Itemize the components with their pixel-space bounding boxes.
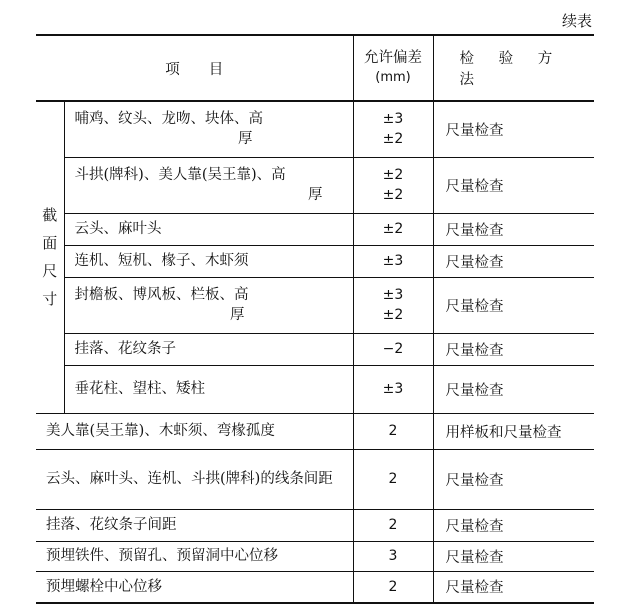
table-row [36, 157, 594, 213]
table-row [36, 449, 594, 509]
method-cell: 尺量检查 [433, 245, 594, 277]
tolerance-cell: ±3 [353, 245, 433, 277]
item-cell: 云头、麻叶头 [64, 213, 353, 245]
item-cell: 美人靠(吴王靠)、木虾须、弯椽孤度 [36, 413, 353, 449]
item-cell: 封檐板、博风板、栏板、高 厚 [64, 277, 353, 333]
method-cell: 用样板和尺量检查 [433, 413, 594, 449]
table-row [36, 101, 594, 157]
item-cell: 哺鸡、纹头、龙吻、块体、高 厚 [64, 101, 353, 157]
tolerance-cell: ±2 ±2 [353, 157, 433, 213]
table-row [36, 245, 594, 277]
item-cell: 斗拱(牌科)、美人靠(吴王靠)、高 厚 [64, 157, 353, 213]
item-cell: 云头、麻叶头、连机、斗拱(牌科)的线条间距 [36, 449, 353, 509]
tolerance-cell: 2 [353, 571, 433, 603]
tolerance-cell: ±3 [353, 365, 433, 413]
table-header-row [36, 35, 594, 101]
tolerance-cell: −2 [353, 333, 433, 365]
method-cell: 尺量检查 [433, 213, 594, 245]
tolerance-cell: 2 [353, 509, 433, 541]
method-cell: 尺量检查 [433, 333, 594, 365]
method-cell: 尺量检查 [433, 509, 594, 541]
continued-label: 续表 [561, 12, 592, 30]
group-label: 截 面 尺 寸 [36, 101, 64, 413]
table-row [36, 509, 594, 541]
item-cell: 预埋铁件、预留孔、预留洞中心位移 [36, 541, 353, 571]
tolerance-cell: ±3 ±2 [353, 101, 433, 157]
method-cell: 尺量检查 [433, 449, 594, 509]
table-row [36, 213, 594, 245]
item-cell: 连机、短机、椽子、木虾须 [64, 245, 353, 277]
tolerance-cell: 3 [353, 541, 433, 571]
item-cell: 垂花柱、望柱、矮柱 [64, 365, 353, 413]
method-cell: 尺量检查 [433, 277, 594, 333]
method-cell: 尺量检查 [433, 571, 594, 603]
tolerance-cell: 2 [353, 449, 433, 509]
header-tolerance: 允许偏差 (mm) [353, 35, 433, 101]
table-row [36, 571, 594, 603]
tolerance-cell: 2 [353, 413, 433, 449]
table-row [36, 541, 594, 571]
header-item: 项 目 [36, 35, 353, 101]
item-cell: 预埋螺栓中心位移 [36, 571, 353, 603]
method-cell: 尺量检查 [433, 365, 594, 413]
tolerance-cell: ±2 [353, 213, 433, 245]
method-cell: 尺量检查 [433, 101, 594, 157]
item-cell: 挂落、花纹条子间距 [36, 509, 353, 541]
table-row [36, 365, 594, 413]
method-cell: 尺量检查 [433, 157, 594, 213]
tolerance-cell: ±3 ±2 [353, 277, 433, 333]
item-cell: 挂落、花纹条子 [64, 333, 353, 365]
table-row [36, 277, 594, 333]
header-method: 检 验 方 法 [433, 35, 594, 101]
table-row [36, 413, 594, 449]
table-row [36, 333, 594, 365]
tolerance-table [36, 34, 594, 604]
method-cell: 尺量检查 [433, 541, 594, 571]
